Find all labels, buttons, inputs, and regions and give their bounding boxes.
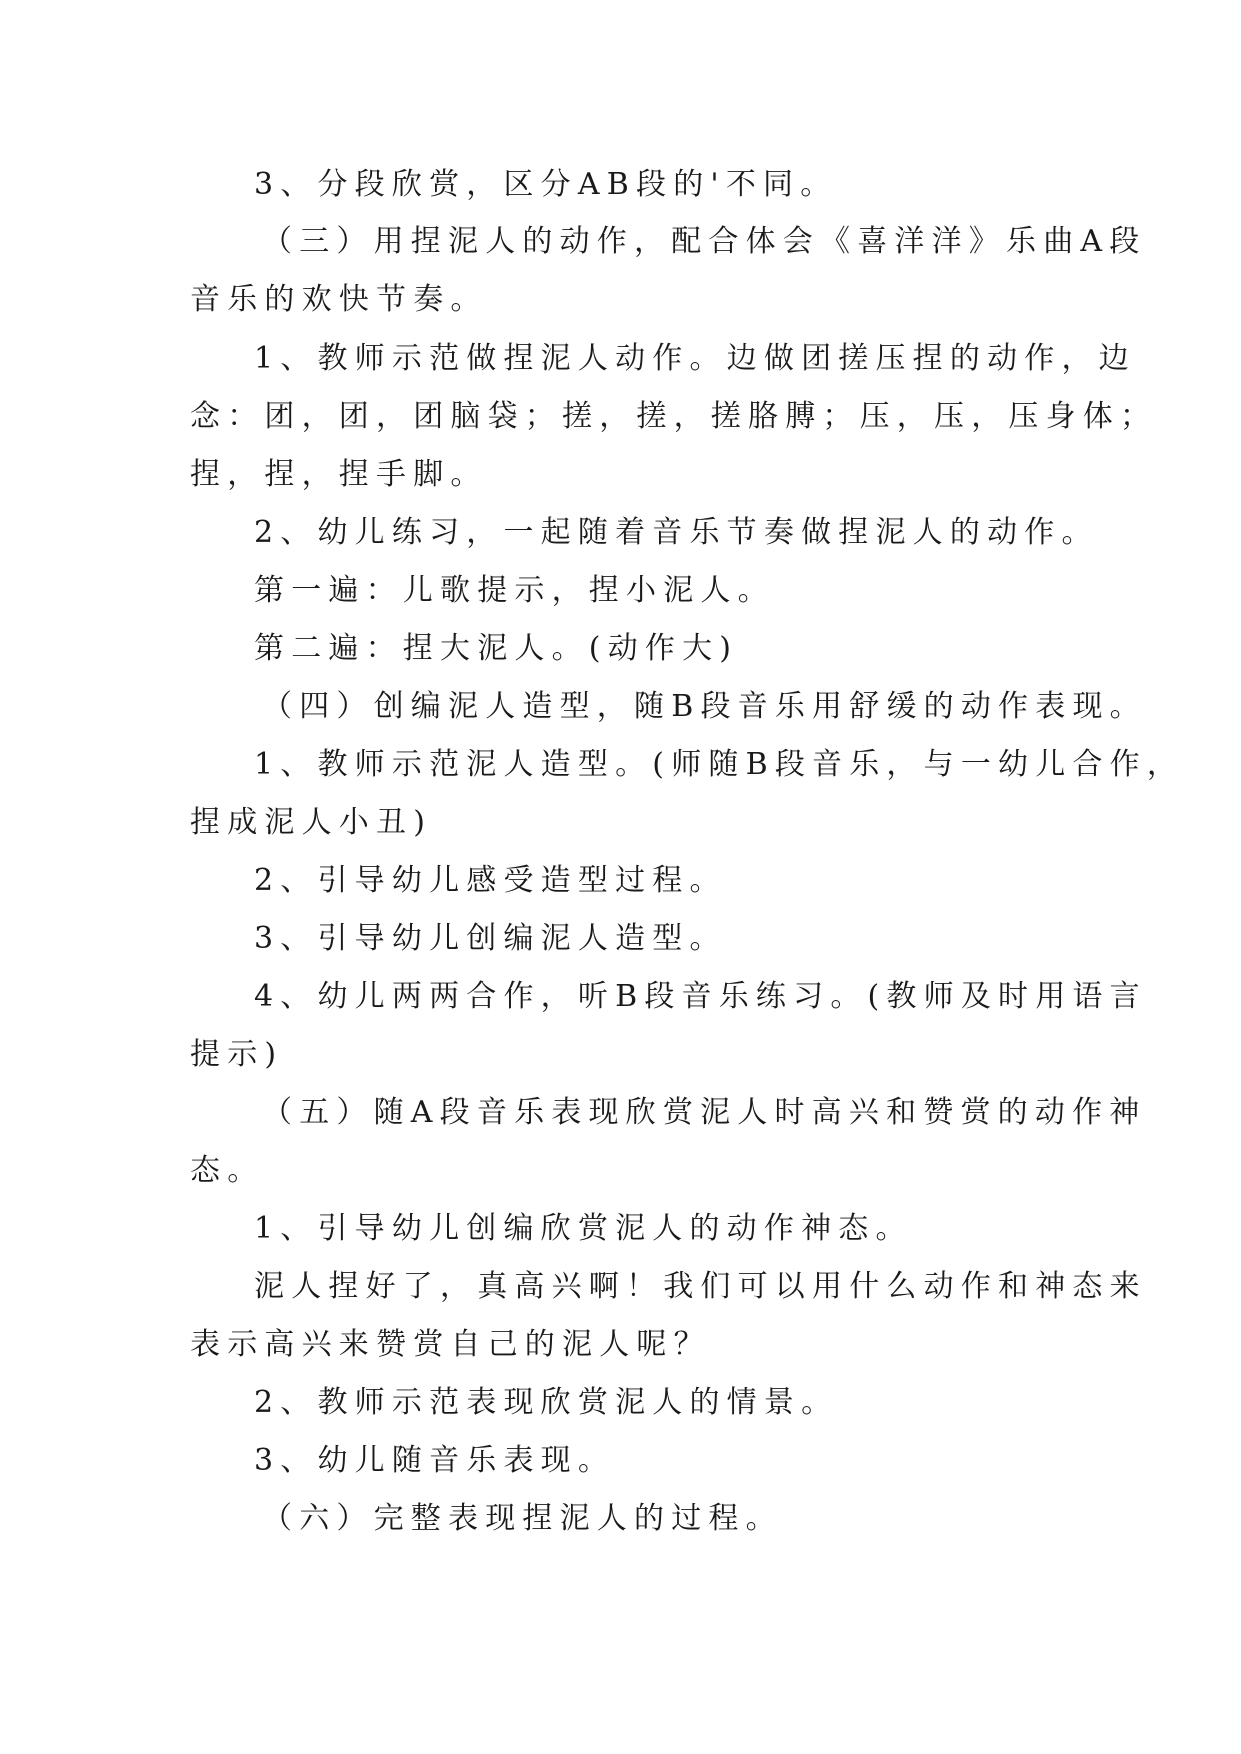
text-line: 2、幼儿练习，一起随着音乐节奏做捏泥人的动作。: [254, 515, 1099, 550]
text-line: 第二遍：捏大泥人。(动作大): [254, 631, 739, 666]
text-line: 态。: [190, 1153, 265, 1188]
text-line: 1、引导幼儿创编欣赏泥人的动作神态。: [254, 1211, 913, 1246]
text-line: 4、幼儿两两合作，听B段音乐练习。(教师及时用语言: [254, 979, 1147, 1014]
section-heading: （五）随A段音乐表现欣赏泥人时高兴和赞赏的动作神: [262, 1095, 1147, 1130]
text-line: 念：团，团，团脑袋；搓，搓，搓胳膊；压，压，压身体；: [190, 399, 1158, 434]
text-line: 音乐的欢快节奏。: [190, 282, 488, 317]
text-line: 3、分段欣赏，区分AB段的'不同。: [254, 167, 838, 202]
text-line: 2、教师示范表现欣赏泥人的情景。: [254, 1385, 839, 1420]
section-heading: （三）用捏泥人的动作，配合体会《喜洋洋》乐曲A段: [262, 224, 1147, 259]
text-line: 提示): [190, 1037, 284, 1072]
text-line: 1、教师示范做捏泥人动作。边做团搓压捏的动作，边: [254, 341, 1136, 376]
text-line: 1、教师示范泥人造型。(师随B段音乐，与一幼儿合作，: [254, 747, 1185, 782]
text-line: 表示高兴来赞赏自己的泥人呢？: [190, 1327, 711, 1362]
text-line: 第一遍：儿歌提示，捏小泥人。: [254, 573, 775, 608]
section-heading: （四）创编泥人造型，随B段音乐用舒缓的动作表现。: [262, 689, 1147, 724]
text-line: 3、引导幼儿创编泥人造型。: [254, 921, 727, 956]
text-line: 3、幼儿随音乐表现。: [254, 1443, 616, 1478]
text-line: 2、引导幼儿感受造型过程。: [254, 863, 727, 898]
text-line: 捏，捏，捏手脚。: [190, 457, 488, 492]
text-line: 泥人捏好了，真高兴啊！我们可以用什么动作和神态来: [254, 1269, 1147, 1304]
text-line: 捏成泥人小丑): [190, 805, 433, 840]
section-heading: （六）完整表现捏泥人的过程。: [262, 1501, 783, 1536]
